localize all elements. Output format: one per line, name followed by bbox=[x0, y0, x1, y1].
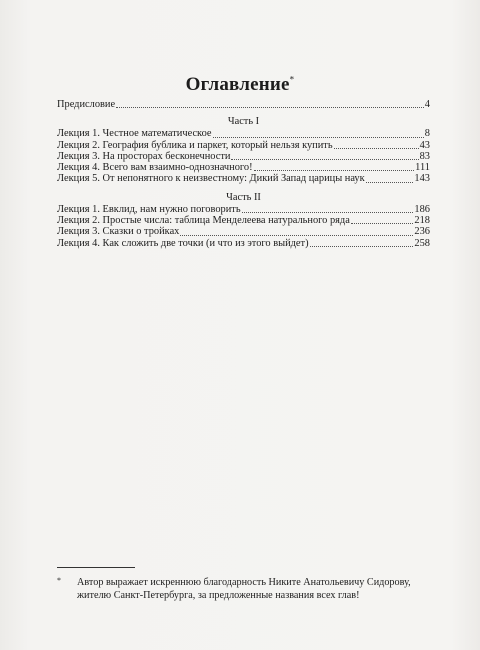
toc-page: 111 bbox=[415, 162, 430, 174]
title-footnote-mark: * bbox=[289, 74, 295, 85]
toc-row bbox=[57, 162, 430, 173]
toc-label: Предисловие bbox=[57, 99, 116, 110]
dot-leader bbox=[254, 169, 415, 171]
toc-row bbox=[57, 204, 430, 215]
dot-leader bbox=[310, 245, 414, 247]
footnote-mark: * bbox=[57, 576, 61, 585]
toc-label: Лекция 3. Сказки о тройках bbox=[57, 226, 180, 238]
toc-row-preface bbox=[57, 99, 430, 110]
dot-leader bbox=[242, 211, 414, 213]
dot-leader bbox=[231, 158, 418, 160]
dot-leader bbox=[116, 106, 424, 108]
toc-label: Лекция 5. От непонятного к неизвестному: Дикий Запад царицы наук bbox=[57, 173, 365, 185]
footnote-text: Автор выражает искреннюю благодарность Никите Анатольевичу Сидорову, жителю Санкт-Петербурга, за предложенные названия всех глав! bbox=[77, 577, 411, 601]
toc-page: 8 bbox=[424, 128, 430, 140]
toc-label: Лекция 1. Евклид, нам нужно поговорить bbox=[57, 203, 241, 215]
toc-page: 236 bbox=[414, 226, 430, 238]
toc-label: Лекция 3. На просторах бесконечности bbox=[57, 150, 231, 162]
toc-label: Лекция 4. Как сложить две точки (и что из этого выйдет) bbox=[57, 237, 309, 249]
part-heading: Часть II bbox=[226, 191, 261, 203]
dot-leader bbox=[180, 234, 413, 236]
dot-leader bbox=[366, 181, 414, 183]
dot-leader bbox=[334, 147, 419, 149]
toc-page: 4 bbox=[424, 99, 430, 110]
toc-row bbox=[57, 238, 430, 249]
toc-page: 258 bbox=[414, 237, 430, 249]
dot-leader bbox=[213, 136, 424, 138]
footnote bbox=[57, 576, 430, 602]
toc-row bbox=[57, 173, 430, 184]
toc-label: Лекция 2. Простые числа: таблица Менделеева натурального ряда bbox=[57, 215, 350, 227]
toc-row bbox=[57, 140, 430, 151]
footnote-divider bbox=[57, 567, 135, 568]
toc-page: 83 bbox=[419, 150, 430, 162]
toc-row bbox=[57, 215, 430, 226]
table-of-contents bbox=[57, 99, 430, 249]
title-text: Оглавление bbox=[185, 74, 290, 95]
toc-label: Лекция 2. География бублика и паркет, который нельзя купить bbox=[57, 139, 333, 151]
toc-page: 186 bbox=[414, 203, 430, 215]
toc-page: 143 bbox=[414, 173, 430, 185]
toc-row bbox=[57, 151, 430, 162]
dot-leader bbox=[351, 222, 414, 224]
page-title bbox=[0, 74, 480, 96]
toc-row bbox=[57, 226, 430, 237]
toc-label: Лекция 1. Честное математическое bbox=[57, 128, 212, 140]
toc-page: 218 bbox=[414, 215, 430, 227]
toc-row bbox=[57, 128, 430, 139]
toc-label: Лекция 4. Всего вам взаимно-однозначного! bbox=[57, 162, 253, 174]
toc-page: 43 bbox=[419, 139, 430, 151]
part-heading: Часть I bbox=[227, 116, 260, 128]
